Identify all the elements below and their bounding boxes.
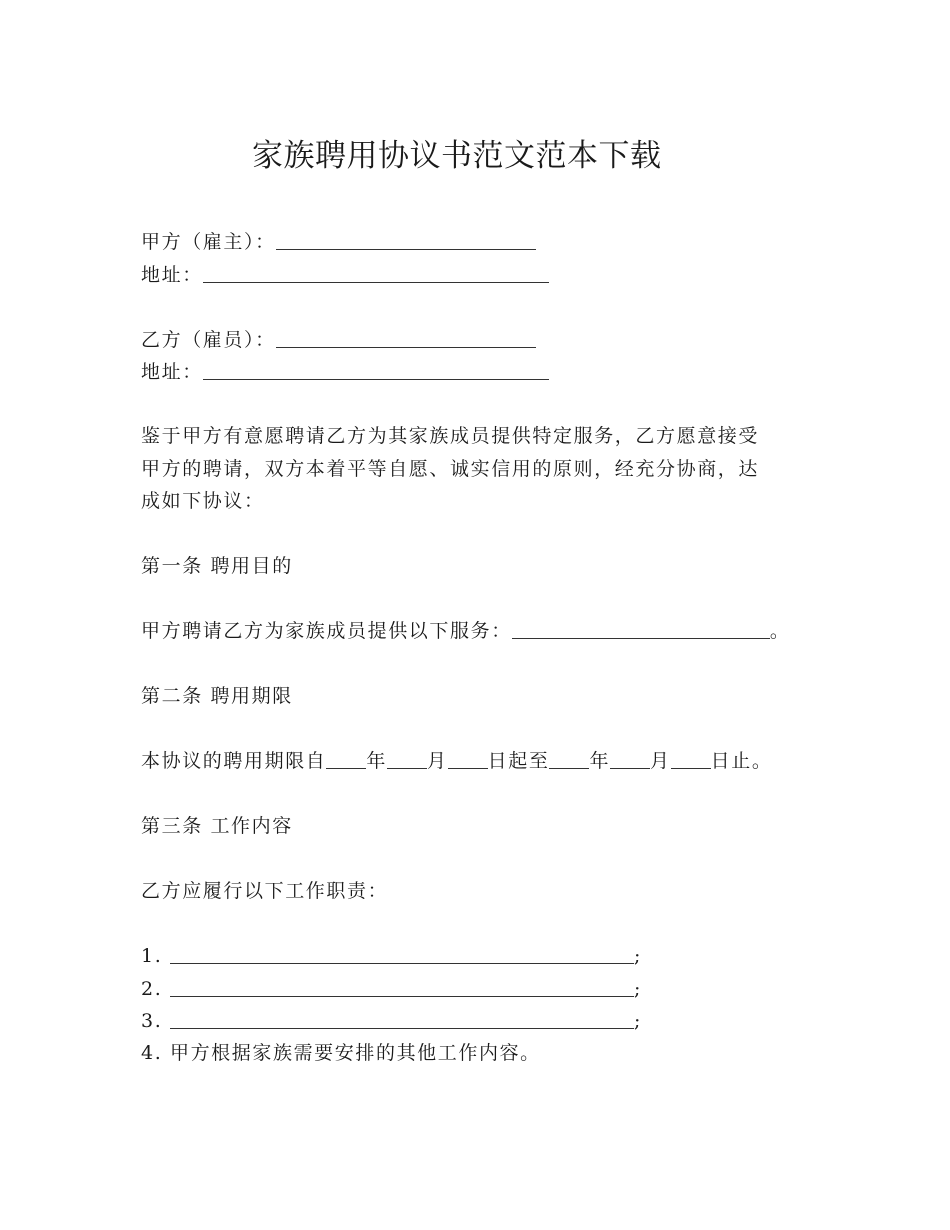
day-end-label: 日止。 [710,750,773,772]
start-year-blank[interactable] [326,767,366,769]
duty-number: 1. [141,945,163,967]
party-a-address-blank[interactable] [203,281,549,283]
duty-item-1 [141,947,642,966]
duty-blank-1[interactable] [170,962,634,964]
end-month-blank[interactable] [610,767,650,769]
party-a-label: 甲方（雇主）： [141,231,276,253]
article-1-end: 。 [769,620,791,642]
party-b-label: 乙方（雇员）： [141,329,276,351]
duty-item-2 [141,980,642,999]
preamble-line-1: 鉴于甲方有意愿聘请乙方为其家族成员提供特定服务，乙方愿意接受 [141,425,760,447]
article-1-text-line [141,622,790,641]
article-2-term-line [141,752,772,771]
end-year-blank[interactable] [549,767,589,769]
duty-blank-2[interactable] [170,995,634,997]
duty-item-4 [141,1044,541,1063]
duty-number: 3. [141,1010,163,1032]
month-label: 月 [427,750,448,772]
duty-end: ; [633,1010,642,1032]
preamble-line-2: 甲方的聘请，双方本着平等自愿、诚实信用的原则，经充分协商，达 [141,458,760,480]
day-start-label: 日起至 [487,750,550,772]
party-b-name-blank[interactable] [276,346,536,348]
party-b-address-label: 地址： [141,361,203,383]
article-1-text: 甲方聘请乙方为家族成员提供以下服务： [141,620,512,642]
start-month-blank[interactable] [387,767,427,769]
article-3-heading: 第三条 工作内容 [141,815,293,837]
month-label: 月 [650,750,671,772]
party-a-line [141,233,536,252]
end-day-blank[interactable] [671,767,711,769]
party-b-address-blank[interactable] [203,378,549,380]
party-b-address-line [141,363,549,382]
party-a-address-line [141,266,549,285]
service-blank[interactable] [512,637,770,639]
duty-number: 4. [141,1042,163,1064]
duty-item-3 [141,1012,642,1031]
party-a-address-label: 地址： [141,264,203,286]
year-label: 年 [589,750,611,772]
duty-text: 甲方根据家族需要安排的其他工作内容。 [169,1042,541,1064]
document-title: 家族聘用协议书范文范本下载 [252,138,662,174]
start-day-blank[interactable] [448,767,488,769]
preamble-line-3: 成如下协议： [141,490,265,512]
party-a-name-blank[interactable] [276,248,536,250]
duty-blank-3[interactable] [170,1027,634,1029]
duty-end: ; [633,978,642,1000]
party-b-line [141,331,536,350]
article-2-heading: 第二条 聘用期限 [141,685,293,707]
duty-number: 2. [141,978,163,1000]
article-3-intro: 乙方应履行以下工作职责： [141,880,389,902]
duty-end: ; [633,945,642,967]
article-1-heading: 第一条 聘用目的 [141,555,293,577]
year-label: 年 [366,750,388,772]
term-prefix: 本协议的聘用期限自 [141,750,327,772]
